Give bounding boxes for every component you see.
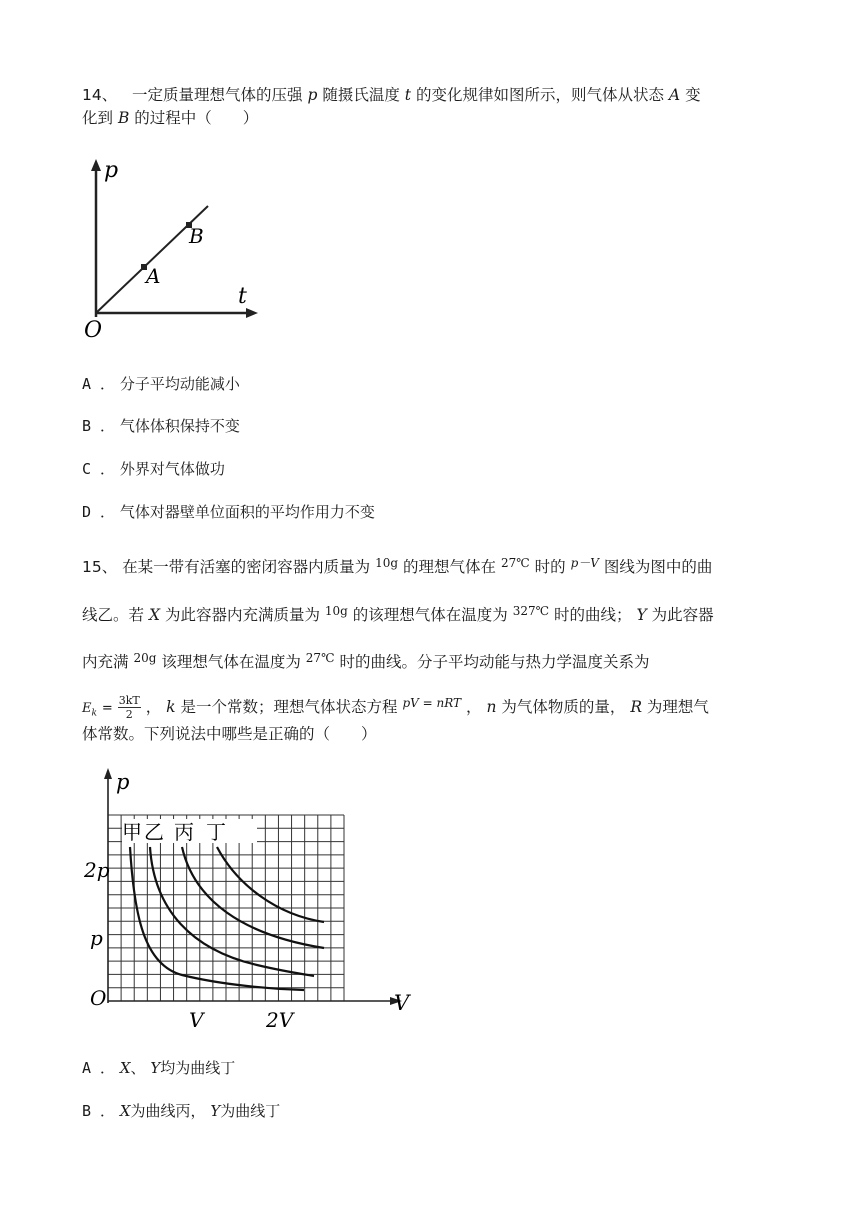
- q14-label-b: B: [189, 224, 204, 248]
- q15-text: 内充满: [82, 653, 129, 671]
- q15-origin: O: [90, 986, 107, 1010]
- q15-state-eq: pV = nRT: [402, 696, 462, 710]
- q15-text: ，: [465, 698, 482, 716]
- q15-text: 的理想气体在: [403, 558, 497, 576]
- q14-var-p: p: [307, 86, 318, 104]
- option-text: 分子平均动能减小: [119, 375, 240, 393]
- q14-stem-1: 一定质量理想气体的压强: [132, 86, 303, 104]
- q15-text: 图线为图中的曲: [603, 558, 713, 576]
- option-label: A ．: [82, 375, 116, 393]
- q15-label-ding: 丁: [206, 820, 226, 844]
- q15-var-k: k: [166, 698, 176, 716]
- q15-option-b[interactable]: [82, 1100, 280, 1121]
- q14-label-a: A: [146, 264, 161, 288]
- q15-text: 为此容器内充满质量为: [164, 606, 320, 624]
- option-mid: 为曲线丙，: [130, 1102, 206, 1120]
- q14-stem-5: 化到: [82, 109, 114, 127]
- q14-stem-2: 随摄氏温度: [322, 86, 400, 104]
- q15-line-3: [82, 648, 649, 672]
- q15-frac-num: 3kT: [118, 694, 140, 707]
- option-label: C ．: [82, 460, 116, 478]
- option-text: 为曲线丁: [220, 1102, 281, 1120]
- option-var-y: Y: [210, 1102, 221, 1120]
- q15-var-y: Y: [636, 606, 647, 624]
- option-var-y: Y: [150, 1059, 161, 1077]
- q15-tick-2p: 2p: [84, 858, 110, 882]
- q15-mass: 10g: [324, 604, 348, 618]
- option-label: B ．: [82, 1102, 116, 1120]
- q15-mass: 10g: [375, 556, 399, 570]
- q15-text: 的该理想气体在温度为: [352, 606, 508, 624]
- q15-text: 在某一带有活塞的密闭容器内质量为: [122, 558, 371, 576]
- q14-figure: [82, 155, 272, 345]
- q15-tick-p: p: [90, 926, 103, 950]
- q15-label-yi: 乙: [144, 820, 164, 844]
- q15-temp: 327℃: [512, 604, 550, 618]
- option-text: 气体体积保持不变: [119, 417, 240, 435]
- option-text: 外界对气体做功: [119, 460, 225, 478]
- q15-text: 为此容器: [651, 606, 714, 624]
- q15-text: 时的曲线。分子平均动能与热力学温度关系为: [339, 653, 650, 671]
- q15-text: 线乙。若: [82, 606, 145, 624]
- q15-temp: 27℃: [500, 556, 530, 570]
- q14-line-1: [82, 85, 701, 105]
- q14-axis-p: p: [104, 158, 119, 183]
- q15-var-r: R: [630, 698, 642, 716]
- q15-figure: [82, 765, 422, 1030]
- q15-var-n: n: [486, 698, 497, 716]
- q15-tick-v: V: [189, 1008, 204, 1030]
- q15-text: 为理想气: [646, 698, 709, 716]
- q15-line-1: [82, 553, 712, 577]
- q15-line-4: [82, 688, 709, 729]
- q15-mass: 20g: [133, 651, 157, 665]
- q15-text: 为气体物质的量，: [501, 698, 626, 716]
- q14-var-A: A: [668, 86, 681, 104]
- option-var-x: X: [119, 1059, 131, 1077]
- q14-option-c[interactable]: [82, 458, 225, 479]
- q15-text: 时的曲线；: [554, 606, 632, 624]
- option-var-x: X: [119, 1102, 131, 1120]
- q15-y-arrow: [104, 768, 112, 779]
- q15-ek-sub: k: [91, 708, 97, 719]
- q15-curve-bing: [182, 847, 324, 948]
- q15-var-x: X: [148, 606, 160, 624]
- q14-option-d[interactable]: [82, 501, 375, 522]
- q15-axis-v: V: [394, 991, 410, 1015]
- option-sep: 、: [130, 1059, 146, 1077]
- q15-temp: 27℃: [305, 651, 335, 665]
- q15-ek-symbol: E: [82, 701, 92, 716]
- q15-label-jia: 甲: [122, 820, 142, 844]
- q15-eq: =: [101, 701, 113, 716]
- q14-var-B: B: [117, 109, 130, 127]
- q15-text: 体常数。下列说法中哪些是正确的（ ）: [82, 725, 377, 743]
- q15-fraction: [118, 694, 141, 721]
- q14-stem-3: 的变化规律如图所示，则气体从状态: [415, 86, 664, 104]
- q14-stem-4: 变: [685, 86, 701, 104]
- option-label: A ．: [82, 1059, 116, 1077]
- option-text: 气体对器壁单位面积的平均作用力不变: [119, 503, 375, 521]
- q14-option-a[interactable]: [82, 373, 240, 394]
- q15-text: 时的: [534, 558, 566, 576]
- q15-option-a[interactable]: [82, 1057, 235, 1078]
- q15-label-bing: 丙: [174, 820, 194, 844]
- q14-number: 14、: [82, 86, 118, 104]
- q15-tick-2v: 2V: [266, 1008, 294, 1030]
- q15-ek: [82, 701, 97, 719]
- q15-pv: p－V: [570, 556, 599, 570]
- q14-origin: O: [84, 318, 103, 343]
- q15-frac-den: 2: [125, 708, 133, 721]
- q15-text: 是一个常数；理想气体状态方程: [180, 698, 398, 716]
- q15-text: ，: [145, 698, 162, 716]
- q14-stem-6: 的过程中（ ）: [134, 109, 259, 127]
- q15-line-2: [82, 601, 714, 625]
- q14-line-2: [82, 108, 258, 128]
- q14-y-arrow: [91, 159, 101, 171]
- q14-x-arrow: [246, 308, 258, 318]
- q15-curve-ding: [217, 847, 324, 922]
- q15-text: 该理想气体在温度为: [161, 653, 301, 671]
- q14-var-t: t: [404, 86, 412, 104]
- q15-number: 15、: [82, 558, 118, 576]
- option-text: 均为曲线丁: [160, 1059, 236, 1077]
- option-label: D ．: [82, 503, 116, 521]
- q15-axis-p: p: [116, 770, 130, 794]
- option-label: B ．: [82, 417, 116, 435]
- q15-line-5: [82, 724, 377, 744]
- q14-axis-t: t: [238, 284, 247, 309]
- q14-option-b[interactable]: [82, 415, 240, 436]
